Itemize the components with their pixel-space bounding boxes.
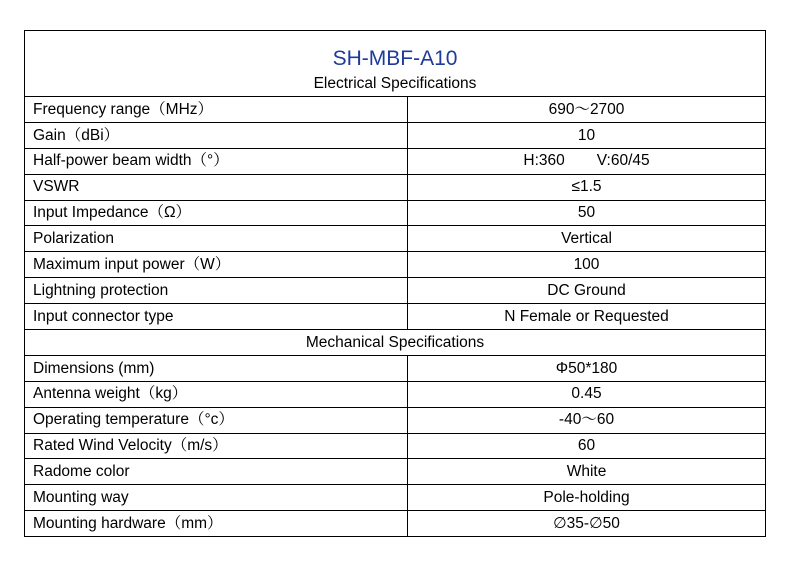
spec-row (25, 381, 766, 407)
spec-value: N Female or Requested (408, 304, 766, 330)
spec-label: Input connector type (25, 304, 408, 330)
spec-row (25, 252, 766, 278)
spec-row (25, 511, 766, 537)
spec-value: 690～2700 (408, 97, 766, 123)
spec-value: Vertical (408, 226, 766, 252)
spec-value: ∅35-∅50 (408, 511, 766, 537)
mechanical-section-heading: Mechanical Specifications (25, 330, 766, 356)
spec-value: 60 (408, 433, 766, 459)
spec-row (25, 226, 766, 252)
spec-value: Pole-holding (408, 485, 766, 511)
spec-row (25, 200, 766, 226)
spec-label: Input Impedance（Ω） (25, 200, 408, 226)
spec-label: Gain（dBi） (25, 122, 408, 148)
spec-label: Lightning protection (25, 278, 408, 304)
spec-label: Dimensions (mm) (25, 355, 408, 381)
spec-row (25, 278, 766, 304)
spec-value-beam-width (408, 148, 766, 174)
spec-label: Mounting way (25, 485, 408, 511)
spec-label: Frequency range（MHz） (25, 97, 408, 123)
spec-label: Half-power beam width（°） (25, 148, 408, 174)
spec-label: Maximum input power（W） (25, 252, 408, 278)
spec-value: 10 (408, 122, 766, 148)
spec-table (24, 30, 766, 537)
electrical-section-heading: Electrical Specifications (25, 71, 766, 97)
spec-label: Mounting hardware（mm） (25, 511, 408, 537)
spec-value: -40～60 (408, 407, 766, 433)
spec-label: Antenna weight（kg） (25, 381, 408, 407)
electrical-heading-row (25, 71, 766, 97)
spec-label: Radome color (25, 459, 408, 485)
spec-row (25, 407, 766, 433)
spec-label: Polarization (25, 226, 408, 252)
spec-row (25, 304, 766, 330)
spec-value: 50 (408, 200, 766, 226)
spec-row (25, 97, 766, 123)
spec-label: Rated Wind Velocity（m/s） (25, 433, 408, 459)
spec-label: Operating temperature（°c） (25, 407, 408, 433)
spec-row (25, 148, 766, 174)
spec-row (25, 459, 766, 485)
spec-value: White (408, 459, 766, 485)
spec-row (25, 485, 766, 511)
spec-row (25, 433, 766, 459)
spec-value: 0.45 (408, 381, 766, 407)
title-row (25, 31, 766, 72)
spec-value: Φ50*180 (408, 355, 766, 381)
spec-value: DC Ground (408, 278, 766, 304)
spec-value: 100 (408, 252, 766, 278)
spec-row (25, 355, 766, 381)
spec-label: VSWR (25, 174, 408, 200)
beam-width-horizontal: H:360 (523, 152, 565, 170)
spec-value: ≤1.5 (408, 174, 766, 200)
beam-width-vertical: V:60/45 (596, 152, 650, 170)
spec-row (25, 174, 766, 200)
product-title: SH-MBF-A10 (25, 31, 766, 72)
spec-row (25, 122, 766, 148)
mechanical-heading-row (25, 330, 766, 356)
